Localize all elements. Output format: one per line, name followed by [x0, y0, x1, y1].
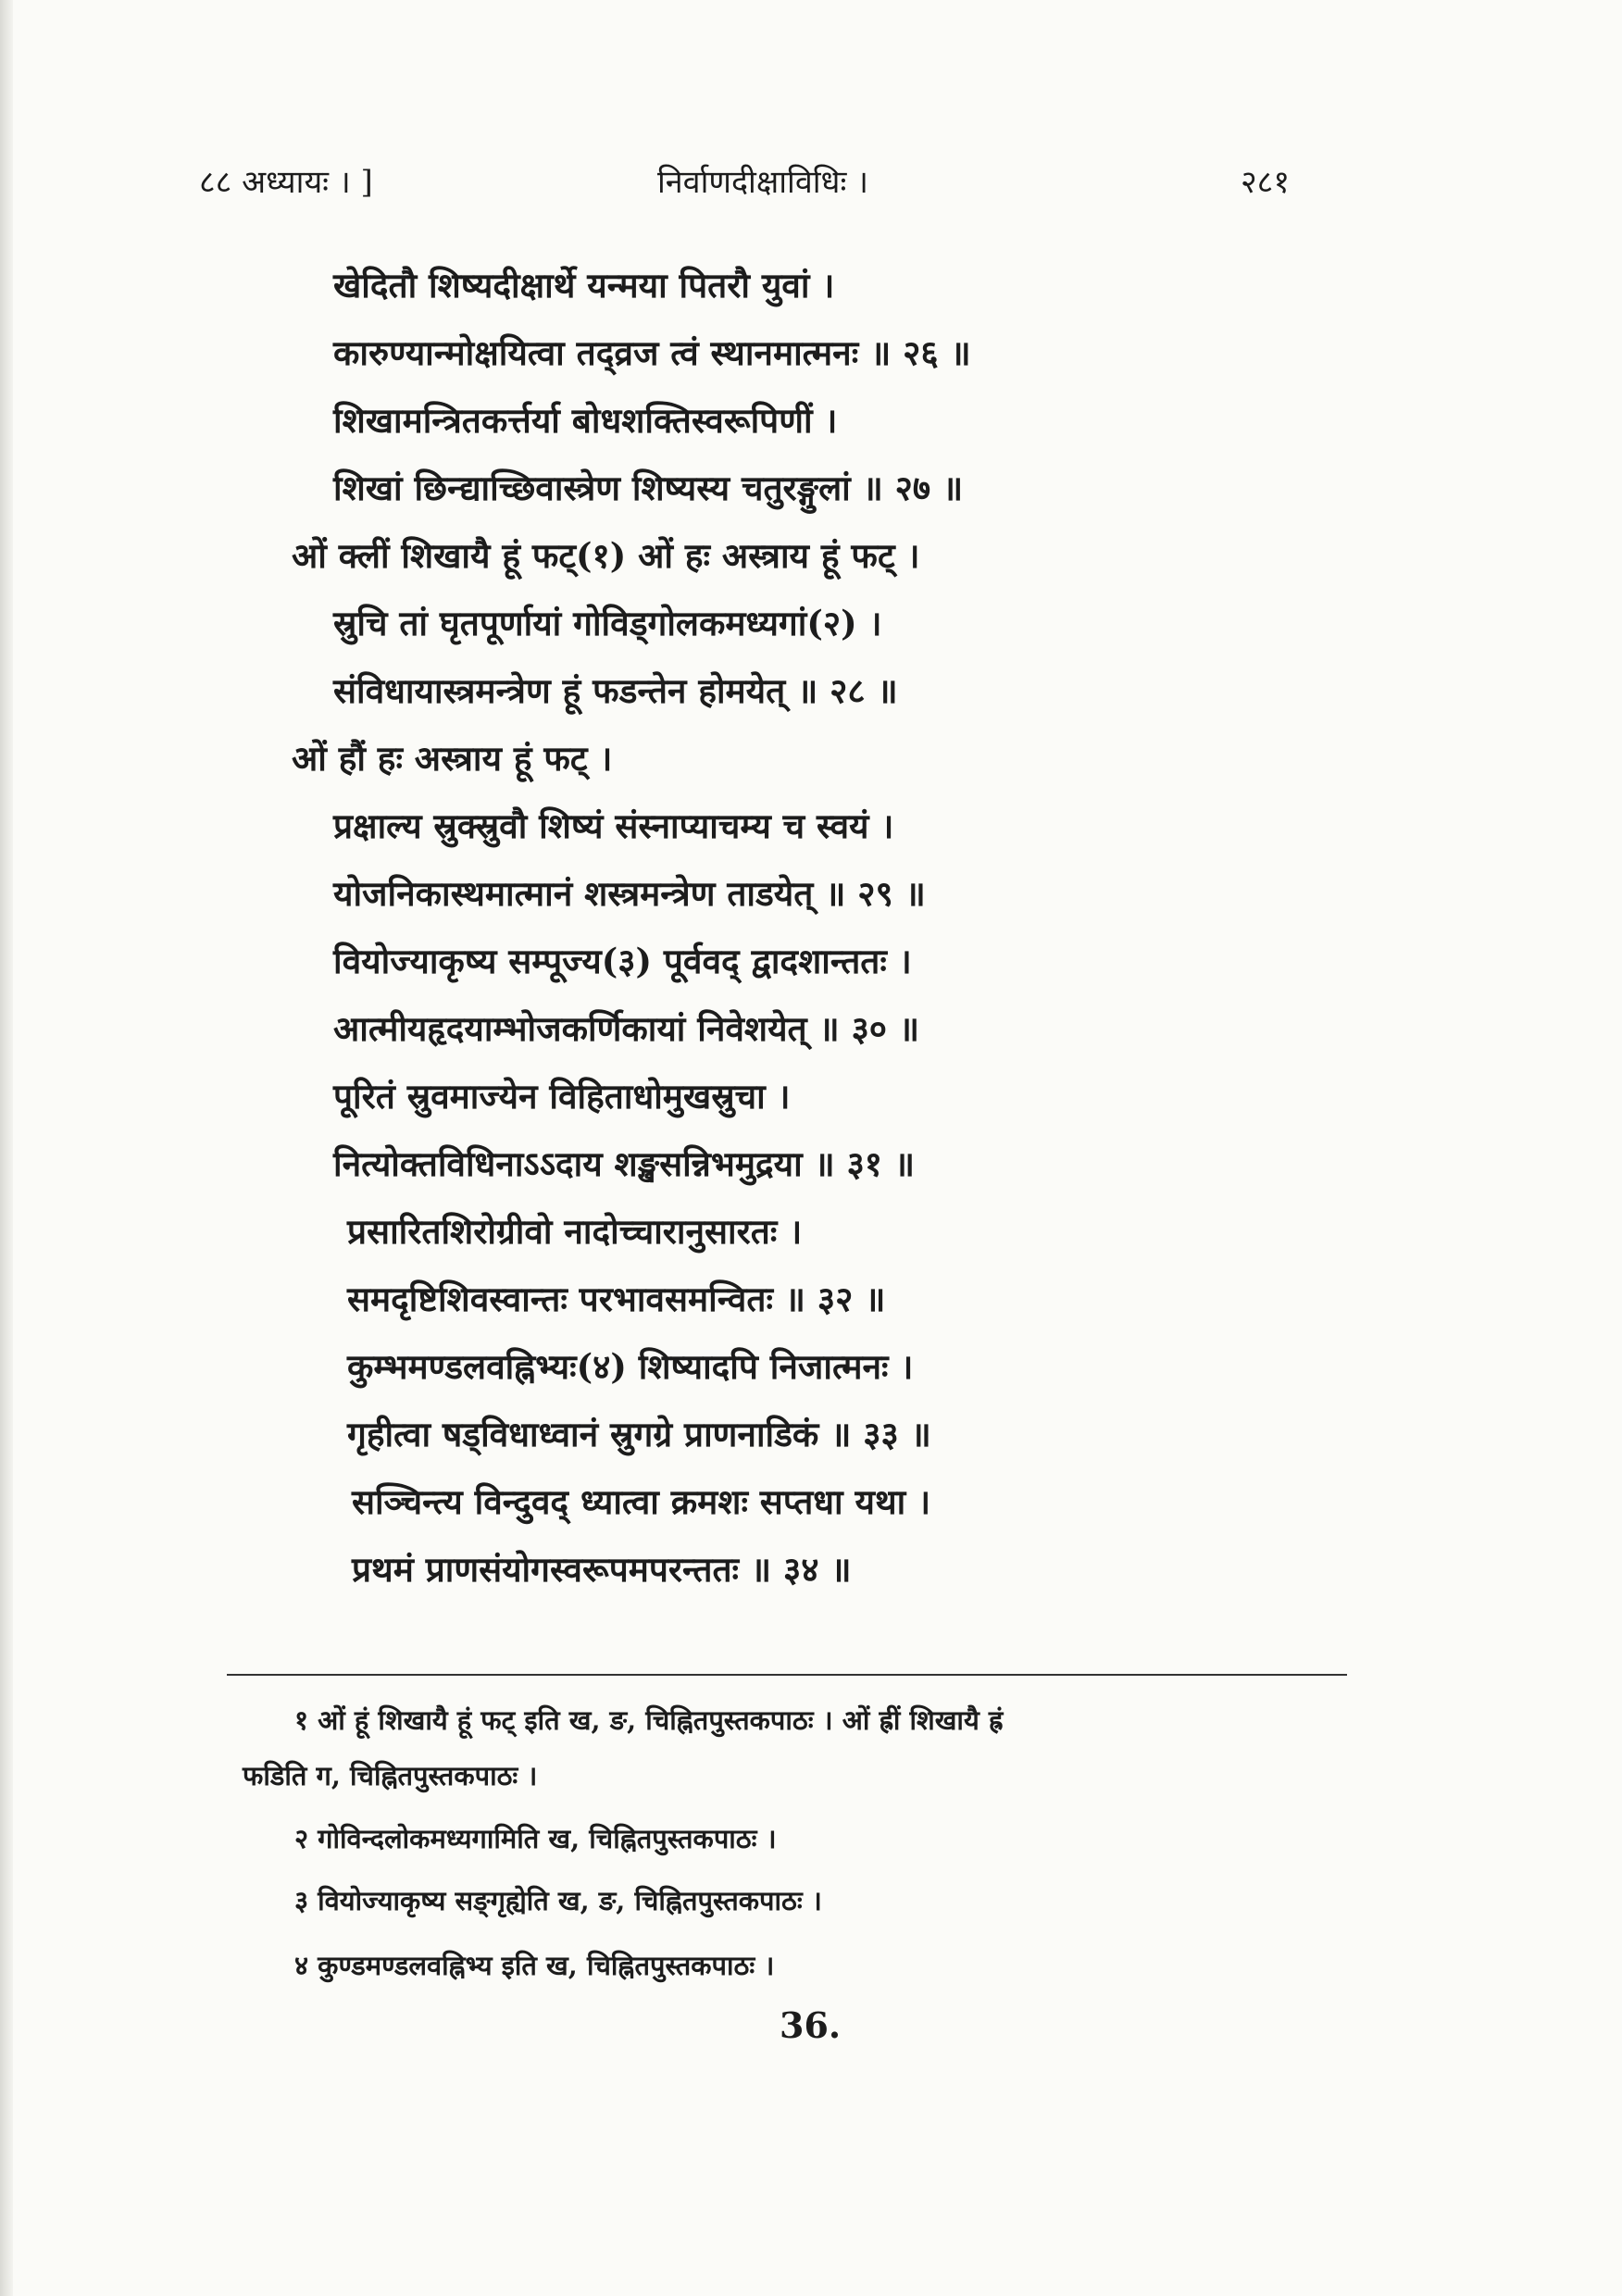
footnote-divider: [227, 1674, 1347, 1676]
page-header: [0, 159, 1622, 215]
mantra-line: ओं क्लीं शिखायै हूं फट्(१) ओं हः अस्त्राय हूं फट् ।: [292, 535, 920, 576]
verse-line: समदृष्टिशिवस्वान्तः परभावसमन्वितः ॥ ३२ ॥: [347, 1279, 886, 1319]
verse-line: खेदितौ शिष्यदीक्षार्थे यन्मया पितरौ युवां ।: [333, 265, 835, 306]
verse-line: प्रथमं प्राणसंयोगस्वरूपमपरन्ततः ॥ ३४ ॥: [352, 1549, 852, 1590]
header-title: निर्वाणदीक्षाविधिः ।: [657, 164, 868, 201]
verse-line: शिखां छिन्द्याच्छिवास्त्रेण शिष्यस्य चतुरङ्गुलां ॥ २७ ॥: [333, 468, 964, 508]
verse-line: सञ्चिन्त्य विन्दुवद् ध्यात्वा क्रमशः सप्तधा यथा ।: [352, 1481, 931, 1522]
verse-line: पूरितं स्रुवमाज्येन विहिताधोमुखस्रुचा ।: [333, 1076, 791, 1117]
verse-line: योजनिकास्थमात्मानं शस्त्रमन्त्रेण ताडयेत् ॥ २९ ॥: [333, 873, 926, 914]
verse-line: कुम्भमण्डलवह्निभ्यः(४) शिष्यादपि निजात्मनः ।: [347, 1346, 914, 1387]
header-chapter: ८८ अध्यायः । ]: [199, 164, 373, 201]
verse-line: आत्मीयहृदयाम्भोजकर्णिकायां निवेशयेत् ॥ ३० ॥: [333, 1008, 920, 1049]
verse-line: प्रक्षाल्य स्रुक्स्रुवौ शिष्यं संस्नाप्याचम्य च स्वयं ।: [333, 805, 894, 846]
mantra-line: ओं हौं हः अस्त्राय हूं फट् ।: [292, 738, 613, 779]
page-edge-shadow: [0, 0, 13, 2296]
footnote-3: ३ वियोज्याकृष्य सङ्गृह्येति ख, ङ, चिह्नितपुस्तकपाठः ।: [294, 1885, 822, 1916]
header-page-number: २८१: [1241, 164, 1291, 201]
verse-line: वियोज्याकृष्य सम्पूज्य(३) पूर्ववद् द्वादशान्ततः ।: [333, 941, 912, 981]
page-footer-number: 36.: [780, 2004, 842, 2046]
verse-line: स्रुचि तां घृतपूर्णायां गोविड्गोलकमध्यगां(२) ।: [333, 603, 882, 643]
verse-line: गृहीत्वा षड्विधाध्वानं स्रुगग्रे प्राणनाडिकं ॥ ३३ ॥: [347, 1414, 931, 1454]
footnote-1-continued: फडिति ग, चिह्नितपुस्तकपाठः ।: [243, 1760, 538, 1791]
verse-line: नित्योक्तविधिनाऽऽदाय शङ्खसन्निभमुद्रया ॥ ३१ ॥: [333, 1143, 916, 1184]
verse-line: शिखामन्त्रितकर्त्तर्या बोधशक्तिस्वरूपिणीं ।: [333, 400, 838, 441]
verse-line: प्रसारितशिरोग्रीवो नादोच्चारानुसारतः ।: [347, 1211, 803, 1252]
verse-line: संविधायास्त्रमन्त्रेण हूं फडन्तेन होमयेत् ॥ २८ ॥: [333, 670, 898, 711]
verse-line: कारुण्यान्मोक्षयित्वा तद्व्रज त्वं स्थानमात्मनः ॥ २६ ॥: [333, 332, 971, 373]
footnote-2: २ गोविन्दलोकमध्यगामिति ख, चिह्नितपुस्तकपाठः ।: [294, 1823, 777, 1854]
footnote-4: ४ कुण्डमण्डलवह्निभ्य इति ख, चिह्नितपुस्तकपाठः ।: [294, 1950, 775, 1981]
footnote-1: १ ओं हूं शिखायै हूं फट् इति ख, ङ, चिह्नितपुस्तकपाठः । ओं ह्रीं शिखायै ह्रं: [294, 1704, 1004, 1736]
